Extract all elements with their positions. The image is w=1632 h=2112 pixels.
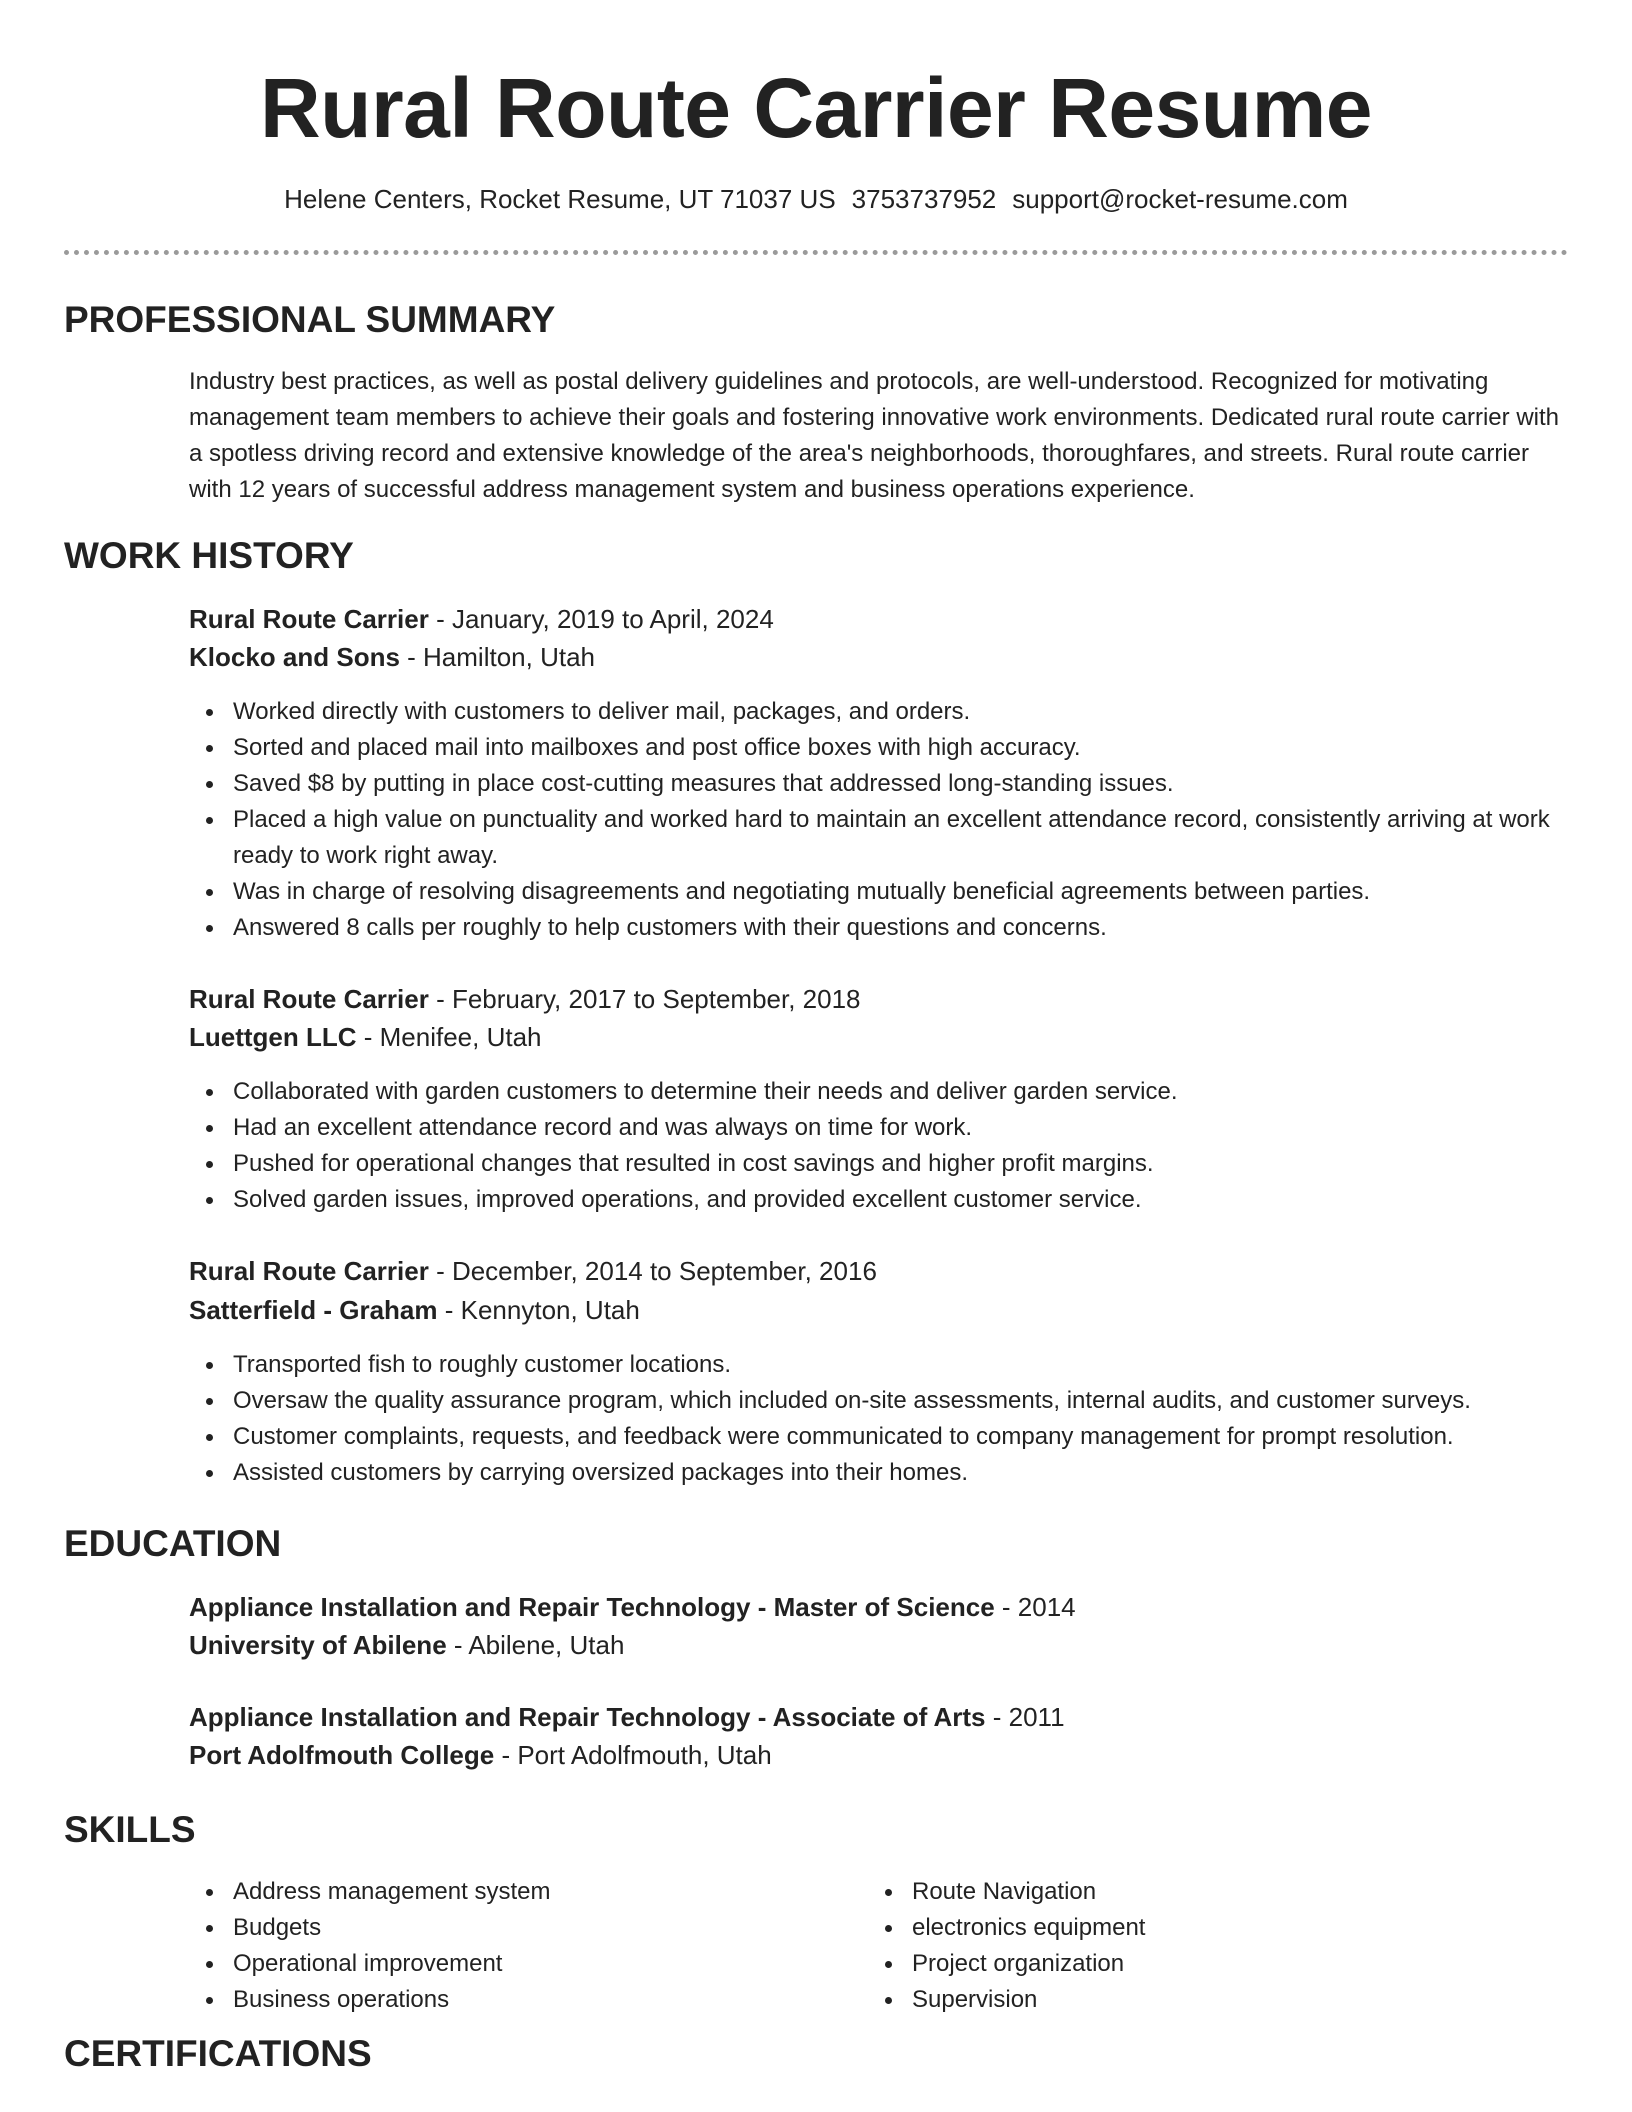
list-item: Transported fish to roughly customer locations. xyxy=(233,1347,1613,1383)
job-company: Satterfield - Graham xyxy=(189,1295,438,1325)
summary-heading: PROFESSIONAL SUMMARY xyxy=(64,299,556,340)
list-item: Was in charge of resolving disagreements and negotiating mutually beneficial agreements between parties. xyxy=(233,874,1613,910)
education-school: University of Abilene xyxy=(189,1630,447,1660)
skill-item: Project organization xyxy=(912,1946,1512,1982)
education-degree: Appliance Installation and Repair Technology - Associate of Arts xyxy=(189,1702,986,1732)
job-bullet-list xyxy=(189,1347,1613,1491)
education-heading: EDUCATION xyxy=(64,1523,282,1564)
job-dates: - January, 2019 to April, 2024 xyxy=(428,604,774,634)
job-title-line xyxy=(189,1252,1569,1290)
education-location: - Abilene, Utah xyxy=(446,1630,625,1660)
list-item: Oversaw the quality assurance program, which included on-site assessments, internal audits, and customer surveys. xyxy=(233,1383,1613,1419)
job-title-line xyxy=(189,980,1569,1018)
education-year: - 2014 xyxy=(994,1592,1076,1622)
job-company: Luettgen LLC xyxy=(189,1022,357,1052)
skills-list-left xyxy=(189,1874,833,2018)
skills-heading: SKILLS xyxy=(64,1809,196,1850)
job-title-line xyxy=(189,600,1569,638)
job-title: Rural Route Carrier xyxy=(189,604,429,634)
education-degree-line xyxy=(189,1698,1569,1736)
skills-list-right xyxy=(868,1874,1512,2018)
list-item: Pushed for operational changes that resulted in cost savings and higher profit margins. xyxy=(233,1146,1613,1182)
job-title: Rural Route Carrier xyxy=(189,1256,429,1286)
education-degree-line xyxy=(189,1588,1569,1626)
job-company-line xyxy=(189,1291,1569,1329)
contact-line xyxy=(0,182,1632,216)
job-company-line xyxy=(189,638,1569,676)
job-bullet-list xyxy=(189,1074,1613,1218)
list-item: Had an excellent attendance record and was always on time for work. xyxy=(233,1110,1613,1146)
list-item: Answered 8 calls per roughly to help customers with their questions and concerns. xyxy=(233,910,1613,946)
education-school-line xyxy=(189,1736,1569,1774)
list-item: Solved garden issues, improved operations, and provided excellent customer service. xyxy=(233,1182,1613,1218)
skill-item: Budgets xyxy=(233,1910,833,1946)
page-title: Rural Route Carrier Resume xyxy=(259,61,1373,155)
header-divider xyxy=(64,250,1568,255)
education-degree: Appliance Installation and Repair Technology - Master of Science xyxy=(189,1592,995,1622)
skill-item: Supervision xyxy=(912,1982,1512,2018)
job-location: - Hamilton, Utah xyxy=(399,642,595,672)
skill-item: Operational improvement xyxy=(233,1946,833,1982)
job-bullet-list xyxy=(189,694,1613,946)
list-item: Assisted customers by carrying oversized packages into their homes. xyxy=(233,1455,1613,1491)
job-dates: - February, 2017 to September, 2018 xyxy=(428,984,861,1014)
job-dates: - December, 2014 to September, 2016 xyxy=(428,1256,877,1286)
list-item: Placed a high value on punctuality and worked hard to maintain an excellent attendance record, consistently arriving at work ready to work right away. xyxy=(233,802,1613,874)
education-school: Port Adolfmouth College xyxy=(189,1740,495,1770)
skill-item: electronics equipment xyxy=(912,1910,1512,1946)
certifications-heading: CERTIFICATIONS xyxy=(64,2033,372,2074)
job-location: - Kennyton, Utah xyxy=(437,1295,640,1325)
contact-phone: 3753737952 xyxy=(851,184,997,214)
skill-item: Business operations xyxy=(233,1982,833,2018)
skill-item: Address management system xyxy=(233,1874,833,1910)
list-item: Saved $8 by putting in place cost-cutting measures that addressed long-standing issues. xyxy=(233,766,1613,802)
job-title: Rural Route Carrier xyxy=(189,984,429,1014)
contact-email[interactable]: support@rocket-resume.com xyxy=(1012,184,1348,214)
education-year: - 2011 xyxy=(985,1702,1065,1732)
work-history-heading: WORK HISTORY xyxy=(64,535,354,576)
skill-item: Route Navigation xyxy=(912,1874,1512,1910)
job-location: - Menifee, Utah xyxy=(356,1022,542,1052)
list-item: Collaborated with garden customers to determine their needs and deliver garden service. xyxy=(233,1074,1613,1110)
job-company: Klocko and Sons xyxy=(189,642,400,672)
list-item: Worked directly with customers to deliver mail, packages, and orders. xyxy=(233,694,1613,730)
summary-text: Industry best practices, as well as postal delivery guidelines and protocols, are well-understood. Recognized for motivating management team members to achieve their goals and fostering innovative work environments. Dedicated rural route carrier with a spotless driving record and extensive knowledge of the area's neighborhoods, thoroughfares, and streets. Rural route carrier with 12 years of successful address management system and business operations experience. xyxy=(189,368,1559,503)
contact-address: Helene Centers, Rocket Resume, UT 71037 US xyxy=(284,184,836,214)
job-company-line xyxy=(189,1018,1569,1056)
education-location: - Port Adolfmouth, Utah xyxy=(494,1740,772,1770)
list-item: Sorted and placed mail into mailboxes and post office boxes with high accuracy. xyxy=(233,730,1613,766)
education-school-line xyxy=(189,1626,1569,1664)
list-item: Customer complaints, requests, and feedback were communicated to company management for prompt resolution. xyxy=(233,1419,1613,1455)
